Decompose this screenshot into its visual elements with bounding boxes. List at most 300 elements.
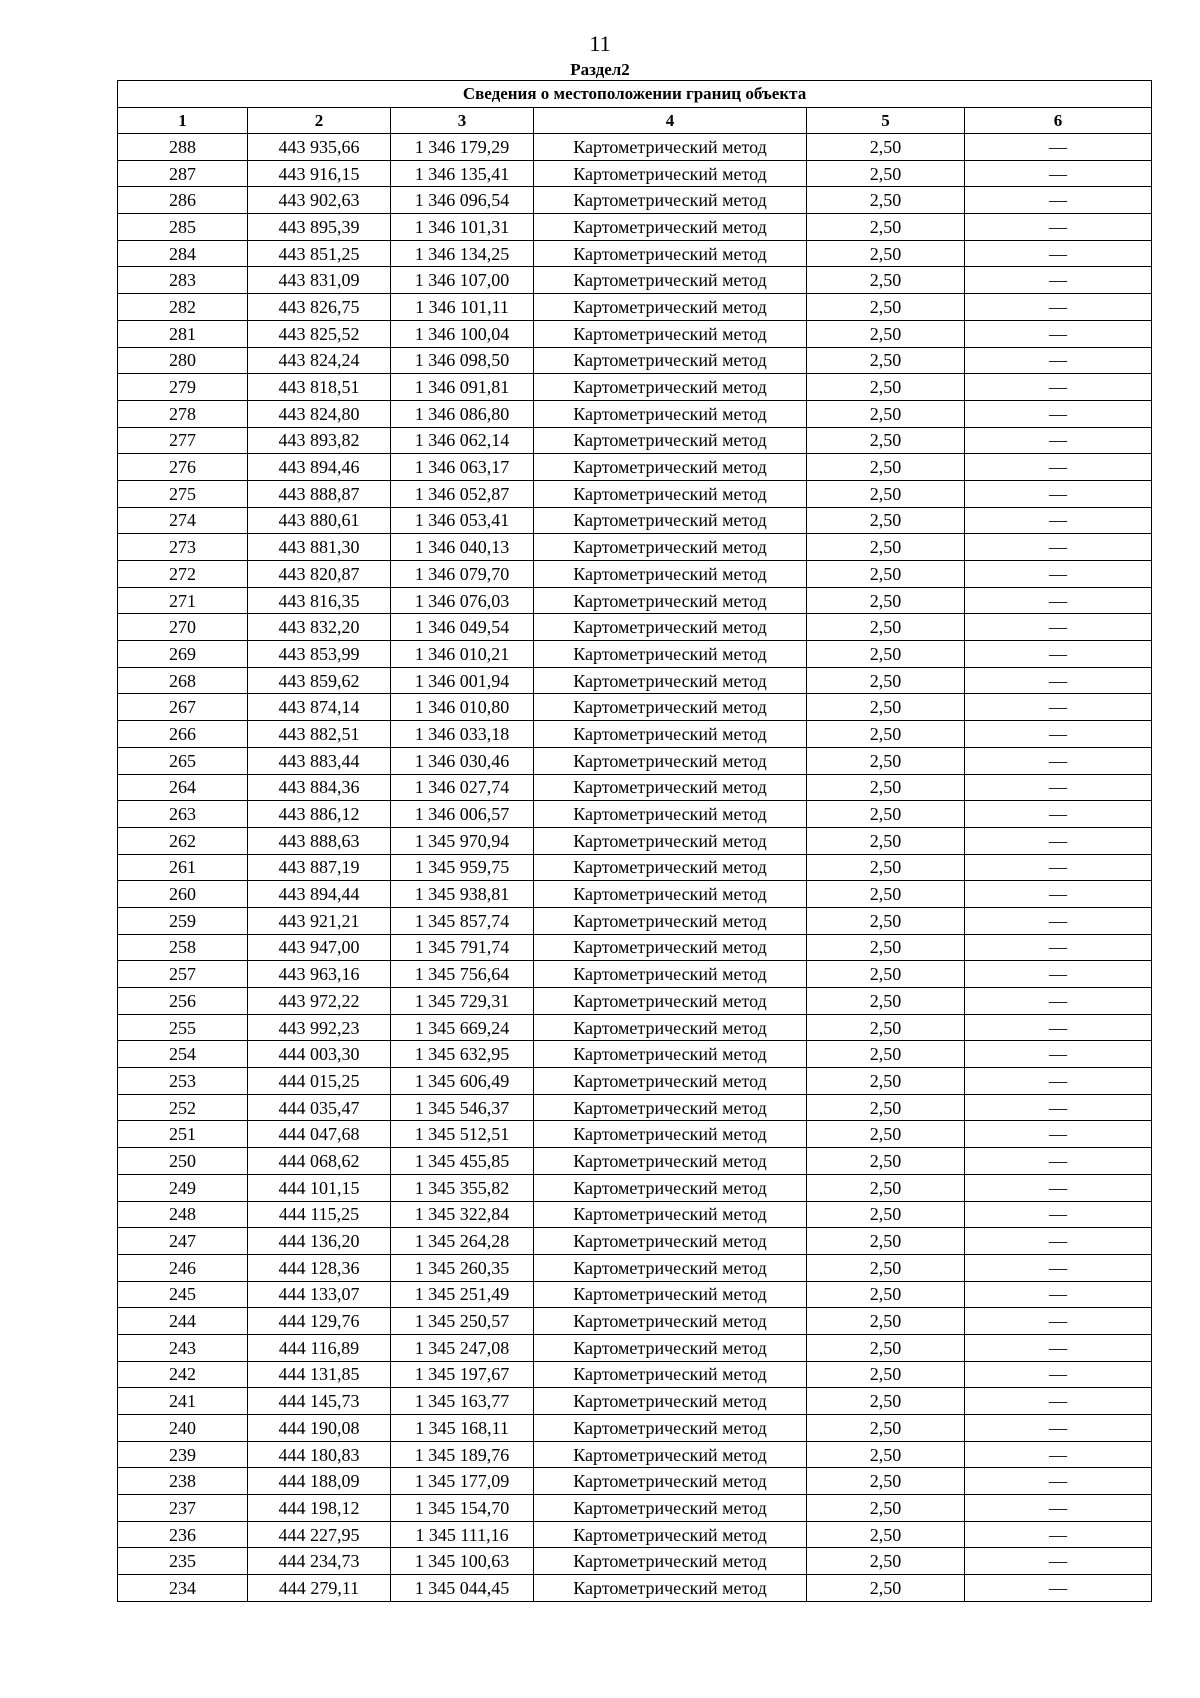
table-row bbox=[118, 1575, 1152, 1602]
x-coordinate-cell: 443 826,75 bbox=[248, 294, 391, 321]
y-coordinate-cell: 1 345 455,85 bbox=[391, 1148, 534, 1175]
description-cell: — bbox=[965, 1254, 1152, 1281]
y-coordinate-cell: 1 346 062,14 bbox=[391, 427, 534, 454]
point-number-cell: 266 bbox=[118, 721, 248, 748]
y-coordinate-cell: 1 345 355,82 bbox=[391, 1174, 534, 1201]
description-cell: — bbox=[965, 427, 1152, 454]
y-coordinate-cell: 1 345 189,76 bbox=[391, 1441, 534, 1468]
x-coordinate-cell: 443 916,15 bbox=[248, 160, 391, 187]
table-row bbox=[118, 667, 1152, 694]
point-number-cell: 259 bbox=[118, 907, 248, 934]
table-row bbox=[118, 774, 1152, 801]
description-cell: — bbox=[965, 320, 1152, 347]
table-row bbox=[118, 1121, 1152, 1148]
point-number-cell: 234 bbox=[118, 1575, 248, 1602]
accuracy-cell: 2,50 bbox=[807, 667, 965, 694]
accuracy-cell: 2,50 bbox=[807, 881, 965, 908]
accuracy-cell: 2,50 bbox=[807, 1014, 965, 1041]
table-row bbox=[118, 427, 1152, 454]
accuracy-cell: 2,50 bbox=[807, 1468, 965, 1495]
method-cell: Картометрический метод bbox=[534, 1281, 807, 1308]
point-number-cell: 267 bbox=[118, 694, 248, 721]
description-cell: — bbox=[965, 774, 1152, 801]
point-number-cell: 255 bbox=[118, 1014, 248, 1041]
method-cell: Картометрический метод bbox=[534, 187, 807, 214]
table-row bbox=[118, 854, 1152, 881]
point-number-cell: 282 bbox=[118, 294, 248, 321]
accuracy-cell: 2,50 bbox=[807, 1334, 965, 1361]
table-row bbox=[118, 1441, 1152, 1468]
point-number-cell: 243 bbox=[118, 1334, 248, 1361]
x-coordinate-cell: 444 068,62 bbox=[248, 1148, 391, 1175]
method-cell: Картометрический метод bbox=[534, 827, 807, 854]
y-coordinate-cell: 1 345 322,84 bbox=[391, 1201, 534, 1228]
description-cell: — bbox=[965, 667, 1152, 694]
accuracy-cell: 2,50 bbox=[807, 907, 965, 934]
point-number-cell: 245 bbox=[118, 1281, 248, 1308]
y-coordinate-cell: 1 345 632,95 bbox=[391, 1041, 534, 1068]
description-cell: — bbox=[965, 1495, 1152, 1522]
description-cell: — bbox=[965, 240, 1152, 267]
method-cell: Картометрический метод bbox=[534, 160, 807, 187]
y-coordinate-cell: 1 346 010,80 bbox=[391, 694, 534, 721]
table-row bbox=[118, 134, 1152, 161]
accuracy-cell: 2,50 bbox=[807, 1548, 965, 1575]
table-row bbox=[118, 1014, 1152, 1041]
accuracy-cell: 2,50 bbox=[807, 561, 965, 588]
table-row bbox=[118, 320, 1152, 347]
y-coordinate-cell: 1 346 096,54 bbox=[391, 187, 534, 214]
column-number: 4 bbox=[534, 108, 807, 134]
column-number: 3 bbox=[391, 108, 534, 134]
y-coordinate-cell: 1 346 079,70 bbox=[391, 561, 534, 588]
x-coordinate-cell: 443 963,16 bbox=[248, 961, 391, 988]
description-cell: — bbox=[965, 934, 1152, 961]
y-coordinate-cell: 1 346 100,04 bbox=[391, 320, 534, 347]
point-number-cell: 276 bbox=[118, 454, 248, 481]
table-row bbox=[118, 1068, 1152, 1095]
y-coordinate-cell: 1 346 086,80 bbox=[391, 400, 534, 427]
accuracy-cell: 2,50 bbox=[807, 187, 965, 214]
table-row bbox=[118, 988, 1152, 1015]
method-cell: Картометрический метод bbox=[534, 134, 807, 161]
y-coordinate-cell: 1 345 163,77 bbox=[391, 1388, 534, 1415]
point-number-cell: 281 bbox=[118, 320, 248, 347]
table-row bbox=[118, 1548, 1152, 1575]
method-cell: Картометрический метод bbox=[534, 907, 807, 934]
table-row bbox=[118, 1415, 1152, 1442]
x-coordinate-cell: 444 136,20 bbox=[248, 1228, 391, 1255]
table-row bbox=[118, 1174, 1152, 1201]
column-number: 2 bbox=[248, 108, 391, 134]
description-cell: — bbox=[965, 721, 1152, 748]
accuracy-cell: 2,50 bbox=[807, 534, 965, 561]
method-cell: Картометрический метод bbox=[534, 614, 807, 641]
x-coordinate-cell: 443 824,80 bbox=[248, 400, 391, 427]
method-cell: Картометрический метод bbox=[534, 641, 807, 668]
x-coordinate-cell: 443 880,61 bbox=[248, 507, 391, 534]
accuracy-cell: 2,50 bbox=[807, 427, 965, 454]
accuracy-cell: 2,50 bbox=[807, 1121, 965, 1148]
description-cell: — bbox=[965, 641, 1152, 668]
method-cell: Картометрический метод bbox=[534, 1041, 807, 1068]
point-number-cell: 235 bbox=[118, 1548, 248, 1575]
y-coordinate-cell: 1 346 091,81 bbox=[391, 374, 534, 401]
y-coordinate-cell: 1 345 247,08 bbox=[391, 1334, 534, 1361]
y-coordinate-cell: 1 346 006,57 bbox=[391, 801, 534, 828]
method-cell: Картометрический метод bbox=[534, 561, 807, 588]
table-row bbox=[118, 694, 1152, 721]
description-cell: — bbox=[965, 1415, 1152, 1442]
description-cell: — bbox=[965, 294, 1152, 321]
method-cell: Картометрический метод bbox=[534, 1228, 807, 1255]
point-number-cell: 252 bbox=[118, 1094, 248, 1121]
y-coordinate-cell: 1 346 040,13 bbox=[391, 534, 534, 561]
table-row bbox=[118, 1228, 1152, 1255]
description-cell: — bbox=[965, 480, 1152, 507]
accuracy-cell: 2,50 bbox=[807, 1148, 965, 1175]
y-coordinate-cell: 1 345 168,11 bbox=[391, 1415, 534, 1442]
table-row bbox=[118, 1361, 1152, 1388]
description-cell: — bbox=[965, 1041, 1152, 1068]
method-cell: Картометрический метод bbox=[534, 1334, 807, 1361]
description-cell: — bbox=[965, 267, 1152, 294]
table-row bbox=[118, 480, 1152, 507]
method-cell: Картометрический метод bbox=[534, 507, 807, 534]
table-row bbox=[118, 721, 1152, 748]
table-row bbox=[118, 187, 1152, 214]
point-number-cell: 284 bbox=[118, 240, 248, 267]
accuracy-cell: 2,50 bbox=[807, 587, 965, 614]
y-coordinate-cell: 1 346 053,41 bbox=[391, 507, 534, 534]
method-cell: Картометрический метод bbox=[534, 1174, 807, 1201]
table-row bbox=[118, 1495, 1152, 1522]
method-cell: Картометрический метод bbox=[534, 1521, 807, 1548]
table-row bbox=[118, 1388, 1152, 1415]
point-number-cell: 256 bbox=[118, 988, 248, 1015]
x-coordinate-cell: 443 972,22 bbox=[248, 988, 391, 1015]
table-row bbox=[118, 1094, 1152, 1121]
method-cell: Картометрический метод bbox=[534, 374, 807, 401]
description-cell: — bbox=[965, 1521, 1152, 1548]
point-number-cell: 274 bbox=[118, 507, 248, 534]
accuracy-cell: 2,50 bbox=[807, 1441, 965, 1468]
y-coordinate-cell: 1 345 512,51 bbox=[391, 1121, 534, 1148]
method-cell: Картометрический метод bbox=[534, 1441, 807, 1468]
accuracy-cell: 2,50 bbox=[807, 1068, 965, 1095]
accuracy-cell: 2,50 bbox=[807, 1495, 965, 1522]
description-cell: — bbox=[965, 534, 1152, 561]
accuracy-cell: 2,50 bbox=[807, 214, 965, 241]
y-coordinate-cell: 1 345 044,45 bbox=[391, 1575, 534, 1602]
description-cell: — bbox=[965, 1548, 1152, 1575]
table-row bbox=[118, 801, 1152, 828]
table-row bbox=[118, 294, 1152, 321]
point-number-cell: 239 bbox=[118, 1441, 248, 1468]
y-coordinate-cell: 1 345 251,49 bbox=[391, 1281, 534, 1308]
point-number-cell: 240 bbox=[118, 1415, 248, 1442]
table-row bbox=[118, 614, 1152, 641]
x-coordinate-cell: 444 131,85 bbox=[248, 1361, 391, 1388]
accuracy-cell: 2,50 bbox=[807, 1415, 965, 1442]
description-cell: — bbox=[965, 587, 1152, 614]
accuracy-cell: 2,50 bbox=[807, 1521, 965, 1548]
table-row bbox=[118, 240, 1152, 267]
table-row bbox=[118, 641, 1152, 668]
section-title: Раздел2 bbox=[570, 60, 630, 79]
x-coordinate-cell: 444 116,89 bbox=[248, 1334, 391, 1361]
point-number-cell: 275 bbox=[118, 480, 248, 507]
y-coordinate-cell: 1 345 729,31 bbox=[391, 988, 534, 1015]
accuracy-cell: 2,50 bbox=[807, 1308, 965, 1335]
y-coordinate-cell: 1 345 669,24 bbox=[391, 1014, 534, 1041]
accuracy-cell: 2,50 bbox=[807, 1174, 965, 1201]
point-number-cell: 262 bbox=[118, 827, 248, 854]
accuracy-cell: 2,50 bbox=[807, 854, 965, 881]
method-cell: Картометрический метод bbox=[534, 667, 807, 694]
x-coordinate-cell: 443 895,39 bbox=[248, 214, 391, 241]
method-cell: Картометрический метод bbox=[534, 694, 807, 721]
table-row bbox=[118, 374, 1152, 401]
table-row bbox=[118, 1254, 1152, 1281]
method-cell: Картометрический метод bbox=[534, 347, 807, 374]
description-cell: — bbox=[965, 1334, 1152, 1361]
point-number-cell: 287 bbox=[118, 160, 248, 187]
accuracy-cell: 2,50 bbox=[807, 507, 965, 534]
y-coordinate-cell: 1 346 052,87 bbox=[391, 480, 534, 507]
y-coordinate-cell: 1 345 938,81 bbox=[391, 881, 534, 908]
x-coordinate-cell: 443 882,51 bbox=[248, 721, 391, 748]
y-coordinate-cell: 1 346 030,46 bbox=[391, 747, 534, 774]
x-coordinate-cell: 444 003,30 bbox=[248, 1041, 391, 1068]
accuracy-cell: 2,50 bbox=[807, 1094, 965, 1121]
table-row bbox=[118, 507, 1152, 534]
method-cell: Картометрический метод bbox=[534, 480, 807, 507]
description-cell: — bbox=[965, 694, 1152, 721]
description-cell: — bbox=[965, 1201, 1152, 1228]
description-cell: — bbox=[965, 1388, 1152, 1415]
y-coordinate-cell: 1 346 098,50 bbox=[391, 347, 534, 374]
page-number: 11 bbox=[589, 31, 611, 56]
description-cell: — bbox=[965, 1174, 1152, 1201]
point-number-cell: 254 bbox=[118, 1041, 248, 1068]
y-coordinate-cell: 1 345 857,74 bbox=[391, 907, 534, 934]
x-coordinate-cell: 443 883,44 bbox=[248, 747, 391, 774]
description-cell: — bbox=[965, 1575, 1152, 1602]
x-coordinate-cell: 443 894,46 bbox=[248, 454, 391, 481]
method-cell: Картометрический метод bbox=[534, 1468, 807, 1495]
x-coordinate-cell: 443 888,87 bbox=[248, 480, 391, 507]
table-row bbox=[118, 1468, 1152, 1495]
y-coordinate-cell: 1 345 756,64 bbox=[391, 961, 534, 988]
accuracy-cell: 2,50 bbox=[807, 934, 965, 961]
accuracy-cell: 2,50 bbox=[807, 694, 965, 721]
method-cell: Картометрический метод bbox=[534, 934, 807, 961]
point-number-cell: 286 bbox=[118, 187, 248, 214]
method-cell: Картометрический метод bbox=[534, 214, 807, 241]
description-cell: — bbox=[965, 614, 1152, 641]
y-coordinate-cell: 1 346 049,54 bbox=[391, 614, 534, 641]
point-number-cell: 273 bbox=[118, 534, 248, 561]
method-cell: Картометрический метод bbox=[534, 721, 807, 748]
table-row bbox=[118, 907, 1152, 934]
method-cell: Картометрический метод bbox=[534, 240, 807, 267]
y-coordinate-cell: 1 345 959,75 bbox=[391, 854, 534, 881]
point-number-cell: 272 bbox=[118, 561, 248, 588]
table-row bbox=[118, 160, 1152, 187]
x-coordinate-cell: 444 188,09 bbox=[248, 1468, 391, 1495]
x-coordinate-cell: 443 832,20 bbox=[248, 614, 391, 641]
point-number-cell: 261 bbox=[118, 854, 248, 881]
description-cell: — bbox=[965, 1468, 1152, 1495]
description-cell: — bbox=[965, 1281, 1152, 1308]
accuracy-cell: 2,50 bbox=[807, 454, 965, 481]
accuracy-cell: 2,50 bbox=[807, 400, 965, 427]
table-row bbox=[118, 934, 1152, 961]
x-coordinate-cell: 443 859,62 bbox=[248, 667, 391, 694]
description-cell: — bbox=[965, 400, 1152, 427]
point-number-cell: 247 bbox=[118, 1228, 248, 1255]
point-number-cell: 250 bbox=[118, 1148, 248, 1175]
point-number-cell: 280 bbox=[118, 347, 248, 374]
table-row bbox=[118, 827, 1152, 854]
y-coordinate-cell: 1 345 177,09 bbox=[391, 1468, 534, 1495]
accuracy-cell: 2,50 bbox=[807, 347, 965, 374]
x-coordinate-cell: 444 234,73 bbox=[248, 1548, 391, 1575]
description-cell: — bbox=[965, 374, 1152, 401]
table-row bbox=[118, 561, 1152, 588]
y-coordinate-cell: 1 345 154,70 bbox=[391, 1495, 534, 1522]
x-coordinate-cell: 444 101,15 bbox=[248, 1174, 391, 1201]
table-row bbox=[118, 1281, 1152, 1308]
description-cell: — bbox=[965, 454, 1152, 481]
x-coordinate-cell: 443 874,14 bbox=[248, 694, 391, 721]
description-cell: — bbox=[965, 160, 1152, 187]
method-cell: Картометрический метод bbox=[534, 1388, 807, 1415]
point-number-cell: 269 bbox=[118, 641, 248, 668]
y-coordinate-cell: 1 346 179,29 bbox=[391, 134, 534, 161]
x-coordinate-cell: 443 992,23 bbox=[248, 1014, 391, 1041]
x-coordinate-cell: 444 279,11 bbox=[248, 1575, 391, 1602]
method-cell: Картометрический метод bbox=[534, 1254, 807, 1281]
y-coordinate-cell: 1 345 250,57 bbox=[391, 1308, 534, 1335]
method-cell: Картометрический метод bbox=[534, 1415, 807, 1442]
description-cell: — bbox=[965, 881, 1152, 908]
y-coordinate-cell: 1 345 197,67 bbox=[391, 1361, 534, 1388]
accuracy-cell: 2,50 bbox=[807, 294, 965, 321]
y-coordinate-cell: 1 346 033,18 bbox=[391, 721, 534, 748]
y-coordinate-cell: 1 346 134,25 bbox=[391, 240, 534, 267]
point-number-cell: 288 bbox=[118, 134, 248, 161]
point-number-cell: 279 bbox=[118, 374, 248, 401]
x-coordinate-cell: 443 831,09 bbox=[248, 267, 391, 294]
point-number-cell: 257 bbox=[118, 961, 248, 988]
accuracy-cell: 2,50 bbox=[807, 480, 965, 507]
x-coordinate-cell: 444 128,36 bbox=[248, 1254, 391, 1281]
x-coordinate-cell: 444 145,73 bbox=[248, 1388, 391, 1415]
accuracy-cell: 2,50 bbox=[807, 1575, 965, 1602]
x-coordinate-cell: 443 824,24 bbox=[248, 347, 391, 374]
point-number-cell: 277 bbox=[118, 427, 248, 454]
description-cell: — bbox=[965, 347, 1152, 374]
method-cell: Картометрический метод bbox=[534, 1148, 807, 1175]
description-cell: — bbox=[965, 187, 1152, 214]
y-coordinate-cell: 1 346 135,41 bbox=[391, 160, 534, 187]
table-row bbox=[118, 214, 1152, 241]
method-cell: Картометрический метод bbox=[534, 801, 807, 828]
description-cell: — bbox=[965, 1094, 1152, 1121]
description-cell: — bbox=[965, 561, 1152, 588]
description-cell: — bbox=[965, 134, 1152, 161]
description-cell: — bbox=[965, 747, 1152, 774]
column-number: 1 bbox=[118, 108, 248, 134]
x-coordinate-cell: 444 180,83 bbox=[248, 1441, 391, 1468]
accuracy-cell: 2,50 bbox=[807, 801, 965, 828]
accuracy-cell: 2,50 bbox=[807, 134, 965, 161]
method-cell: Картометрический метод bbox=[534, 1495, 807, 1522]
table-row bbox=[118, 881, 1152, 908]
point-number-cell: 283 bbox=[118, 267, 248, 294]
description-cell: — bbox=[965, 854, 1152, 881]
y-coordinate-cell: 1 345 970,94 bbox=[391, 827, 534, 854]
table-row bbox=[118, 1041, 1152, 1068]
method-cell: Картометрический метод bbox=[534, 587, 807, 614]
accuracy-cell: 2,50 bbox=[807, 1361, 965, 1388]
y-coordinate-cell: 1 346 010,21 bbox=[391, 641, 534, 668]
accuracy-cell: 2,50 bbox=[807, 774, 965, 801]
description-cell: — bbox=[965, 1014, 1152, 1041]
description-cell: — bbox=[965, 1068, 1152, 1095]
description-cell: — bbox=[965, 801, 1152, 828]
point-number-cell: 260 bbox=[118, 881, 248, 908]
x-coordinate-cell: 444 035,47 bbox=[248, 1094, 391, 1121]
description-cell: — bbox=[965, 214, 1152, 241]
method-cell: Картометрический метод bbox=[534, 961, 807, 988]
method-cell: Картометрический метод bbox=[534, 534, 807, 561]
point-number-cell: 271 bbox=[118, 587, 248, 614]
x-coordinate-cell: 444 015,25 bbox=[248, 1068, 391, 1095]
point-number-cell: 253 bbox=[118, 1068, 248, 1095]
x-coordinate-cell: 443 935,66 bbox=[248, 134, 391, 161]
x-coordinate-cell: 444 227,95 bbox=[248, 1521, 391, 1548]
method-cell: Картометрический метод bbox=[534, 294, 807, 321]
method-cell: Картометрический метод bbox=[534, 1548, 807, 1575]
accuracy-cell: 2,50 bbox=[807, 160, 965, 187]
y-coordinate-cell: 1 346 063,17 bbox=[391, 454, 534, 481]
method-cell: Картометрический метод bbox=[534, 454, 807, 481]
description-cell: — bbox=[965, 1121, 1152, 1148]
method-cell: Картометрический метод bbox=[534, 988, 807, 1015]
x-coordinate-cell: 443 893,82 bbox=[248, 427, 391, 454]
accuracy-cell: 2,50 bbox=[807, 721, 965, 748]
table-row bbox=[118, 1201, 1152, 1228]
x-coordinate-cell: 443 947,00 bbox=[248, 934, 391, 961]
table-row bbox=[118, 1334, 1152, 1361]
y-coordinate-cell: 1 345 100,63 bbox=[391, 1548, 534, 1575]
point-number-cell: 270 bbox=[118, 614, 248, 641]
method-cell: Картометрический метод bbox=[534, 1094, 807, 1121]
description-cell: — bbox=[965, 507, 1152, 534]
table-row bbox=[118, 1148, 1152, 1175]
x-coordinate-cell: 443 851,25 bbox=[248, 240, 391, 267]
y-coordinate-cell: 1 346 107,00 bbox=[391, 267, 534, 294]
accuracy-cell: 2,50 bbox=[807, 1254, 965, 1281]
column-number: 6 bbox=[965, 108, 1152, 134]
y-coordinate-cell: 1 345 264,28 bbox=[391, 1228, 534, 1255]
accuracy-cell: 2,50 bbox=[807, 1201, 965, 1228]
method-cell: Картометрический метод bbox=[534, 1121, 807, 1148]
description-cell: — bbox=[965, 961, 1152, 988]
